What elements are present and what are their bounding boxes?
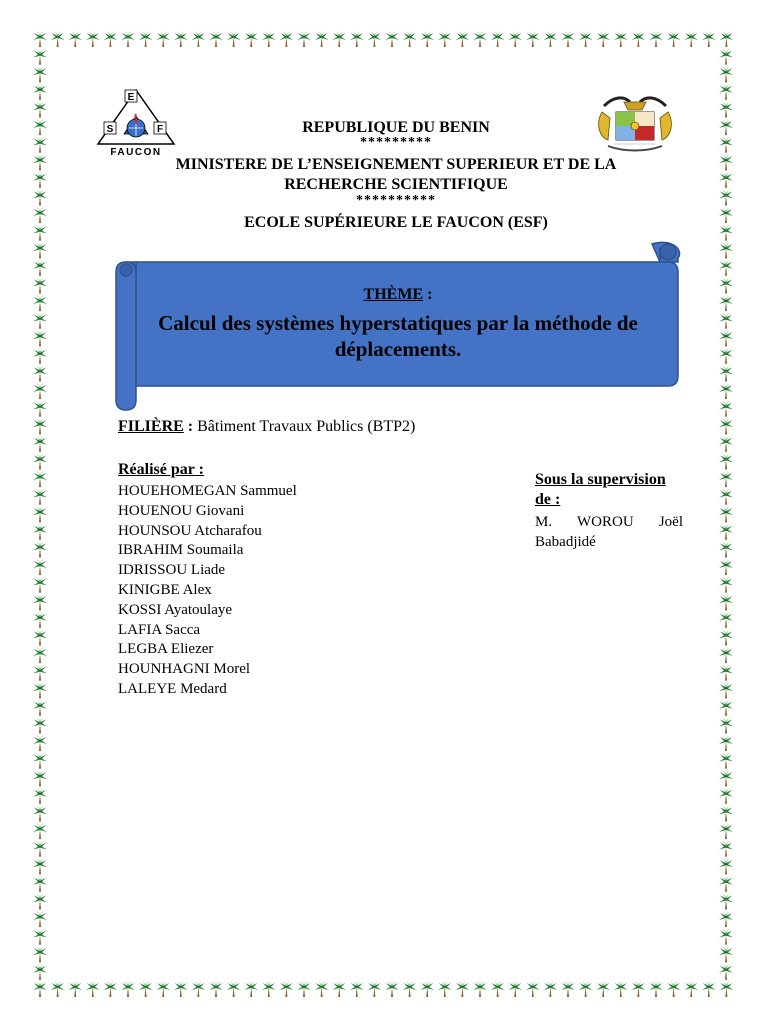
palm-tree-icon [33, 911, 47, 927]
palm-tree-icon [719, 418, 733, 434]
palm-tree-icon [33, 805, 47, 821]
palm-tree-icon [33, 682, 47, 698]
palm-tree-icon [719, 313, 733, 329]
logo-caption: FAUCON [110, 147, 162, 158]
palm-tree-icon [491, 981, 505, 997]
list-item: LAFIA Sacca [118, 621, 201, 638]
palm-tree-icon [667, 981, 681, 997]
palm-tree-icon [684, 31, 698, 47]
palm-tree-icon [702, 31, 716, 47]
palm-tree-icon [719, 154, 733, 170]
palm-tree-icon [420, 31, 434, 47]
palm-tree-icon [719, 137, 733, 153]
filiere-line [118, 418, 415, 436]
palm-tree-icon [33, 717, 47, 733]
ministry-name: MINISTERE DE L’ENSEIGNEMENT SUPERIEUR ET DE LA RECHERCHE SCIENTIFIQUE [175, 156, 617, 193]
palm-tree-icon [33, 929, 47, 945]
palm-tree-icon [719, 506, 733, 522]
palm-tree-icon [33, 207, 47, 223]
palm-tree-icon [719, 541, 733, 557]
palm-tree-icon [403, 981, 417, 997]
palm-tree-icon [719, 84, 733, 100]
palm-tree-icon [33, 964, 47, 980]
palm-tree-icon [33, 101, 47, 117]
palm-tree-icon [33, 788, 47, 804]
palm-tree-icon [86, 981, 100, 997]
separator-stars: ********* [360, 135, 432, 150]
palm-tree-icon [719, 524, 733, 540]
palm-tree-icon [719, 277, 733, 293]
logo-letter-s: S [106, 124, 114, 135]
palm-tree-icon [33, 612, 47, 628]
palm-tree-icon [33, 753, 47, 769]
palm-tree-icon [719, 383, 733, 399]
palm-tree-icon [156, 31, 170, 47]
palm-tree-icon [262, 31, 276, 47]
palm-tree-icon [103, 981, 117, 997]
palm-tree-icon [33, 841, 47, 857]
palm-tree-icon [367, 981, 381, 997]
palm-tree-icon [33, 418, 47, 434]
supervision-label: Sous la supervision de : [535, 471, 666, 508]
palm-tree-icon [174, 981, 188, 997]
palm-tree-icon [438, 981, 452, 997]
palm-tree-icon [33, 559, 47, 575]
palm-tree-icon [561, 31, 575, 47]
palm-tree-icon [33, 242, 47, 258]
palm-tree-icon [719, 700, 733, 716]
palm-tree-icon [719, 260, 733, 276]
palm-tree-icon [209, 981, 223, 997]
palm-tree-icon [332, 981, 346, 997]
palm-tree-icon [526, 981, 540, 997]
palm-tree-icon [33, 313, 47, 329]
palm-tree-icon [33, 348, 47, 364]
palm-tree-icon [719, 876, 733, 892]
palm-tree-icon [33, 823, 47, 839]
palm-tree-icon [33, 137, 47, 153]
palm-tree-icon [719, 981, 733, 997]
list-item: LEGBA Eliezer [118, 641, 214, 658]
palm-tree-icon [33, 295, 47, 311]
palm-tree-icon [350, 31, 364, 47]
palm-tree-icon [719, 647, 733, 663]
palm-tree-icon [631, 31, 645, 47]
palm-tree-icon [719, 858, 733, 874]
palm-tree-icon [315, 31, 329, 47]
palm-tree-icon [719, 436, 733, 452]
palm-tree-icon [719, 594, 733, 610]
palm-tree-icon [33, 629, 47, 645]
palm-tree-icon [68, 31, 82, 47]
palm-tree-icon [33, 471, 47, 487]
country-name: REPUBLIQUE DU BENIN [302, 119, 490, 136]
palm-tree-icon [315, 981, 329, 997]
palm-tree-icon [719, 101, 733, 117]
palm-tree-icon [33, 225, 47, 241]
palm-tree-icon [103, 31, 117, 47]
palm-tree-icon [33, 647, 47, 663]
list-item: HOUENOU Giovani [118, 502, 245, 519]
palm-tree-icon [631, 981, 645, 997]
palm-tree-icon [719, 66, 733, 82]
palm-tree-icon [33, 946, 47, 962]
palm-tree-icon [403, 31, 417, 47]
palm-tree-icon [33, 858, 47, 874]
palm-tree-icon [33, 330, 47, 346]
palm-tree-icon [33, 154, 47, 170]
palm-tree-icon [719, 665, 733, 681]
palm-tree-icon [719, 735, 733, 751]
theme-title: Calcul des systèmes hyperstatiques par la méthode de déplacements. [158, 311, 638, 361]
logo-letter-f: F [156, 124, 164, 135]
palm-tree-icon [596, 31, 610, 47]
palm-tree-icon [139, 981, 153, 997]
palm-tree-icon [719, 946, 733, 962]
palm-tree-icon [297, 31, 311, 47]
palm-tree-icon [367, 31, 381, 47]
palm-tree-icon [227, 981, 241, 997]
palm-tree-icon [332, 31, 346, 47]
list-item: HOUNHAGNI Morel [118, 661, 251, 678]
palm-tree-icon [649, 31, 663, 47]
palm-tree-icon [719, 612, 733, 628]
palm-tree-icon [86, 31, 100, 47]
supervisor-name: M. WOROU Joël Babadjidé [535, 514, 683, 550]
palm-tree-icon [33, 524, 47, 540]
palm-tree-icon [33, 594, 47, 610]
palm-tree-icon [279, 31, 293, 47]
list-item: KOSSI Ayatoulaye [118, 601, 233, 618]
palm-tree-icon [121, 31, 135, 47]
palm-tree-icon [33, 665, 47, 681]
palm-tree-icon [121, 981, 135, 997]
palm-tree-icon [33, 876, 47, 892]
members-list [118, 482, 297, 700]
palm-tree-icon [719, 577, 733, 593]
palm-tree-icon [33, 893, 47, 909]
palm-tree-icon [667, 31, 681, 47]
palm-tree-icon [33, 489, 47, 505]
document-header [130, 118, 662, 233]
list-item: IDRISSOU Liade [118, 562, 226, 579]
palm-tree-icon [561, 981, 575, 997]
palm-tree-icon [719, 471, 733, 487]
palm-tree-icon [33, 541, 47, 557]
palm-tree-icon [614, 981, 628, 997]
logo-letter-e: E [127, 92, 135, 103]
palm-tree-icon [473, 31, 487, 47]
palm-tree-icon [33, 365, 47, 381]
palm-tree-icon [719, 964, 733, 980]
palm-tree-icon [719, 788, 733, 804]
filiere-value: Bâtiment Travaux Publics (BTP2) [197, 418, 416, 435]
palm-tree-icon [508, 31, 522, 47]
theme-block [140, 286, 656, 362]
palm-tree-icon [719, 911, 733, 927]
palm-tree-icon [719, 893, 733, 909]
palm-tree-icon [385, 981, 399, 997]
palm-tree-icon [33, 401, 47, 417]
palm-tree-icon [209, 31, 223, 47]
palm-tree-icon [719, 330, 733, 346]
palm-tree-icon [719, 172, 733, 188]
palm-tree-icon [719, 401, 733, 417]
palm-tree-icon [279, 981, 293, 997]
palm-tree-icon [33, 119, 47, 135]
palm-tree-icon [297, 981, 311, 997]
palm-tree-icon [350, 981, 364, 997]
list-item: HOUEHOMEGAN Sammuel [118, 483, 297, 499]
palm-tree-icon [719, 929, 733, 945]
palm-tree-icon [491, 31, 505, 47]
separator-stars: ********** [356, 193, 436, 208]
palm-tree-icon [702, 981, 716, 997]
filiere-label: FILIÈRE [118, 418, 184, 435]
palm-tree-icon [719, 119, 733, 135]
palm-tree-icon [33, 66, 47, 82]
theme-label-colon: : [423, 286, 433, 303]
filiere-colon: : [183, 418, 198, 435]
palm-tree-icon [614, 31, 628, 47]
list-item: KINIGBE Alex [118, 581, 212, 598]
theme-label-text: THÈME [363, 286, 424, 303]
palm-tree-icon [33, 49, 47, 65]
palm-tree-icon [33, 506, 47, 522]
palm-tree-icon [473, 981, 487, 997]
palm-tree-icon [385, 31, 399, 47]
palm-tree-icon [262, 981, 276, 997]
palm-tree-icon [191, 981, 205, 997]
palm-tree-icon [33, 700, 47, 716]
palm-tree-icon [51, 31, 65, 47]
palm-tree-icon [244, 981, 258, 997]
palm-tree-icon [139, 31, 153, 47]
theme-label [140, 286, 656, 304]
palm-tree-icon [33, 260, 47, 276]
palm-tree-icon [719, 489, 733, 505]
palm-tree-icon [719, 348, 733, 364]
palm-tree-icon [719, 629, 733, 645]
palm-tree-icon [33, 277, 47, 293]
palm-tree-icon [526, 31, 540, 47]
palm-tree-icon [719, 207, 733, 223]
palm-tree-icon [156, 981, 170, 997]
palm-tree-icon [33, 189, 47, 205]
palm-tree-icon [51, 981, 65, 997]
palm-tree-icon [227, 31, 241, 47]
palm-tree-icon [455, 981, 469, 997]
palm-tree-icon [543, 981, 557, 997]
palm-tree-icon [596, 981, 610, 997]
palm-tree-icon [420, 981, 434, 997]
palm-tree-icon [33, 735, 47, 751]
palm-tree-icon [719, 242, 733, 258]
list-item: LALEYE Medard [118, 680, 227, 697]
palm-tree-icon [33, 383, 47, 399]
palm-tree-icon [508, 981, 522, 997]
palm-tree-icon [684, 981, 698, 997]
palm-tree-icon [33, 981, 47, 997]
palm-tree-icon [719, 49, 733, 65]
palm-tree-icon [68, 981, 82, 997]
palm-tree-icon [455, 31, 469, 47]
palm-tree-icon [719, 453, 733, 469]
palm-tree-icon [543, 31, 557, 47]
palm-tree-icon [719, 770, 733, 786]
palm-tree-icon [33, 172, 47, 188]
palm-tree-icon [649, 981, 663, 997]
palm-tree-icon [191, 31, 205, 47]
palm-tree-icon [719, 295, 733, 311]
palm-tree-icon [719, 717, 733, 733]
palm-tree-icon [174, 31, 188, 47]
palm-tree-icon [719, 365, 733, 381]
palm-tree-icon [719, 823, 733, 839]
palm-tree-icon [33, 577, 47, 593]
palm-tree-icon [244, 31, 258, 47]
realise-par-label: Réalisé par : [118, 461, 204, 478]
palm-tree-icon [579, 31, 593, 47]
palm-tree-icon [33, 84, 47, 100]
palm-tree-icon [719, 225, 733, 241]
school-name: ECOLE SUPÉRIEURE LE FAUCON (ESF) [244, 214, 548, 231]
palm-tree-icon [33, 436, 47, 452]
palm-tree-icon [33, 770, 47, 786]
palm-tree-icon [438, 31, 452, 47]
palm-tree-icon [719, 682, 733, 698]
palm-tree-icon [33, 453, 47, 469]
palm-tree-icon [579, 981, 593, 997]
palm-tree-icon [719, 31, 733, 47]
palm-tree-icon [719, 189, 733, 205]
palm-tree-icon [719, 805, 733, 821]
supervision-block [535, 470, 683, 552]
list-item: HOUNSOU Atcharafou [118, 522, 262, 539]
palm-tree-icon [719, 559, 733, 575]
palm-tree-icon [719, 841, 733, 857]
list-item: IBRAHIM Soumaila [118, 542, 244, 559]
palm-tree-icon [33, 31, 47, 47]
palm-tree-icon [719, 753, 733, 769]
